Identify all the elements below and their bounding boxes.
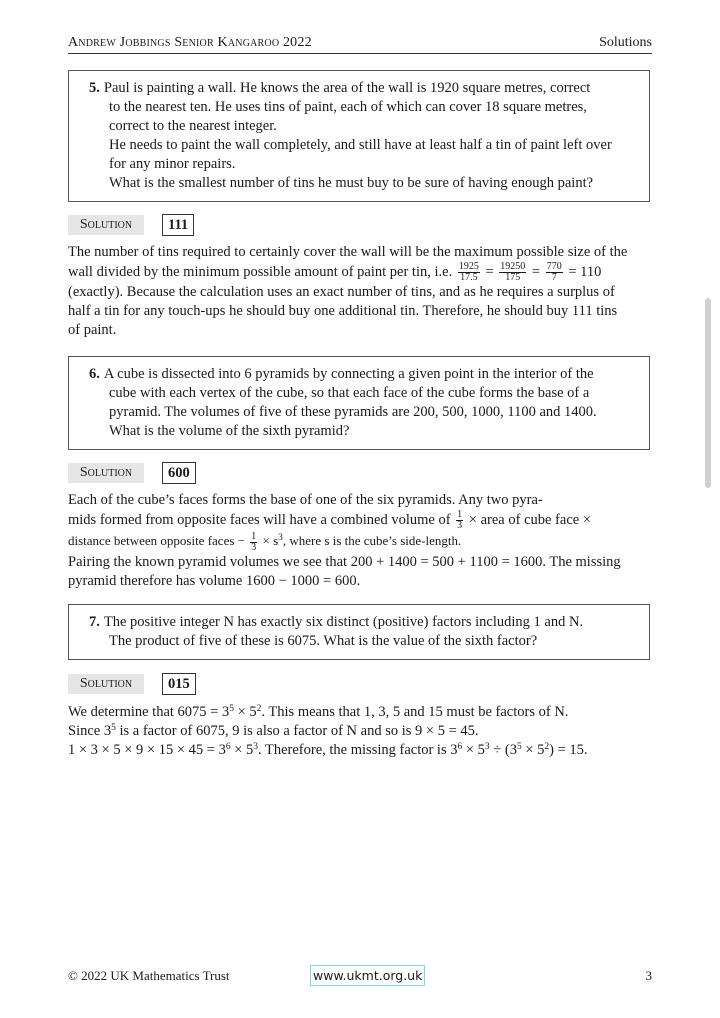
fraction: $\frac{1}{3}$ bbox=[457, 509, 463, 531]
footer-url-link[interactable]: www.ukmt.org.uk bbox=[310, 965, 425, 986]
question-5-text: 5. Paul is painting a wall. He knows the area of the wall is 1920 square metres, correct to the nearest ten. He uses tins of paint, each of which can cover 18 square metres, correct to the nearest integer. He needs to paint the wall completely, and still have at least half a tin of paint left over for any minor repairs. What is the smallest number of tins he must buy to be sure of having enough paint? bbox=[89, 80, 612, 191]
question-6-box bbox=[68, 356, 650, 450]
footer-copyright: © 2022 UK Mathematics Trust bbox=[68, 968, 230, 983]
header-section: Solutions bbox=[599, 35, 652, 50]
solution-6-text: Each of the cube’s faces forms the base of one of the six pyramids. Any two pyra- mids formed from opposite faces will have a combined volume of $\frac{1}{3}$ × area of cube face × distance between opposite faces − $\frac{1}{3}$ × $s^3$, where s is the cube’s side-length. Pairing the known pyramid volumes we see that 200 + 1400 = 500 + 1100 = 1600. The missing pyramid therefore has volume 1600 − 1000 = 600. bbox=[68, 492, 621, 589]
question-7-text: 7. The positive integer N has exactly six distinct (positive) factors including 1 and N. The product of five of these is 6075. What is the value of the sixth factor? bbox=[89, 614, 584, 649]
page-footer bbox=[68, 966, 652, 986]
solution-label: Solution bbox=[68, 215, 144, 235]
solution-label: Solution bbox=[68, 674, 144, 694]
question-number: 6. bbox=[89, 366, 100, 382]
question-number: 7. bbox=[89, 614, 100, 630]
solution-5-text: The number of tins required to certainly cover the wall will be the maximum possible size of the wall divided by the minimum possible amount of paint per tin, i.e. $\frac{1925}{17.5}$ = $\frac{19250}{175}$ = $\frac{770}{7}$ = 110 (exactly). Because the calculation uses an exact number of tins, and as he requires a surplus of half a tin for any touch-ups he should buy one additional tin. Therefore, he should buy 111 tins of paint. bbox=[68, 244, 628, 338]
question-5-box bbox=[68, 70, 650, 202]
fraction: $\frac{19250}{175}$ bbox=[500, 261, 526, 283]
fraction: $\frac{1}{3}$ bbox=[251, 530, 257, 553]
scrollbar[interactable] bbox=[705, 298, 711, 488]
question-number: 5. bbox=[89, 80, 100, 96]
page-header bbox=[68, 33, 652, 54]
solution-label: Solution bbox=[68, 463, 144, 483]
header-title: Andrew Jobbings Senior Kangaroo 2022 bbox=[68, 35, 312, 50]
fraction: $\frac{770}{7}$ bbox=[546, 261, 562, 283]
question-6-text: 6. A cube is dissected into 6 pyramids by connecting a given point in the interior of the cube with each vertex of the cube, so that each face of the cube forms the base of a pyramid. The volumes of five of these pyramids are 200, 500, 1000, 1100 and 1400. What is the volume of the sixth pyramid? bbox=[89, 366, 597, 439]
page-number: 3 bbox=[645, 968, 652, 983]
answer-box: 015 bbox=[162, 673, 196, 695]
solution-7-text: We determine that $6075 = 3^5 \times 5^2$. This means that 1, 3, 5 and 15 must be factors of N. Since $3^5$ is a factor of 6075, 9 is also a factor of N and so is 9 × 5 = 45. $1 \times 3 \times 5 \times 9 \times 15 \times 45 = 3^6 \times 5^3$. Therefore, the missing factor is $3^6 \times 5^3 \div (3^5 \times 5^2) = 15$. bbox=[68, 704, 588, 758]
answer-box: 600 bbox=[162, 462, 196, 484]
fraction: $\frac{1925}{17.5}$ bbox=[458, 261, 479, 283]
question-7-box bbox=[68, 604, 650, 660]
answer-box: 111 bbox=[162, 214, 194, 236]
